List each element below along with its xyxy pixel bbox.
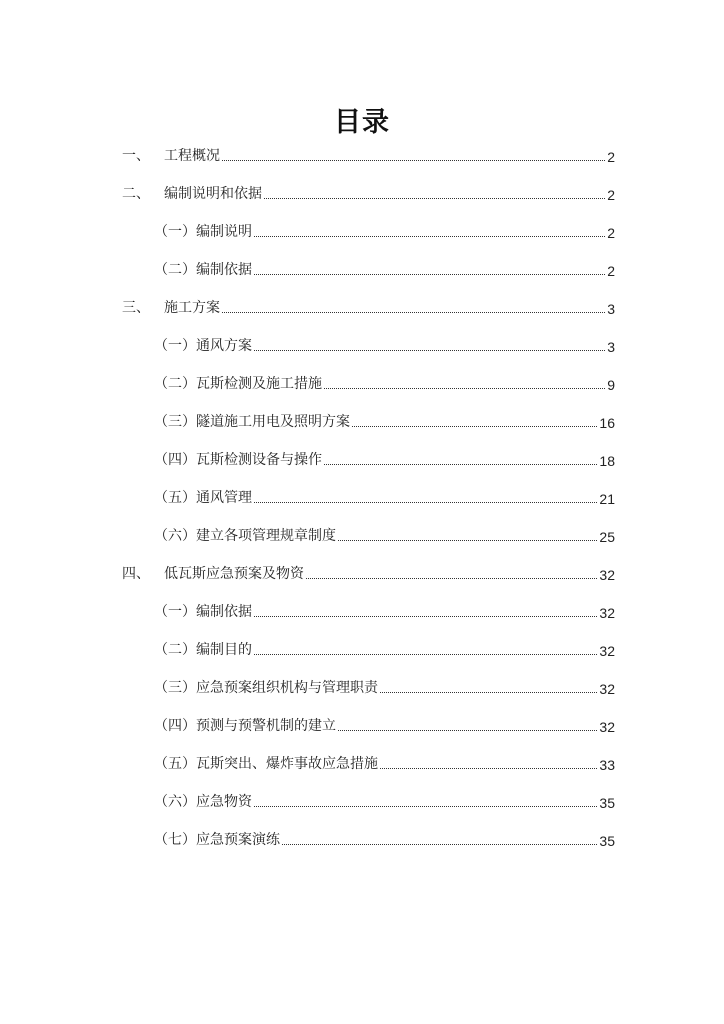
toc-entry[interactable] bbox=[0, 181, 724, 203]
toc-entry-number: （三） bbox=[154, 680, 196, 696]
toc-entry-label: 建立各项管理规章制度 bbox=[196, 528, 336, 544]
toc-entry-label: 预测与预警机制的建立 bbox=[196, 718, 336, 734]
dot-leader bbox=[380, 692, 597, 693]
toc-entry-label: 编制目的 bbox=[196, 642, 252, 658]
dot-leader bbox=[254, 654, 597, 655]
dot-leader bbox=[254, 806, 597, 807]
toc-entry-page: 2 bbox=[607, 263, 615, 279]
toc-entry-label: 应急物资 bbox=[196, 794, 252, 810]
toc-entry-number: （一） bbox=[154, 338, 196, 354]
toc-entry[interactable] bbox=[0, 143, 724, 165]
dot-leader bbox=[264, 198, 605, 199]
toc-entry-number: （五） bbox=[154, 756, 196, 772]
toc-entry-page: 32 bbox=[599, 719, 615, 735]
toc-entry[interactable] bbox=[0, 789, 724, 811]
toc-entry[interactable] bbox=[0, 485, 724, 507]
toc-entry-label: 编制说明 bbox=[196, 224, 252, 240]
toc-entry[interactable] bbox=[0, 447, 724, 469]
toc-entry[interactable] bbox=[0, 713, 724, 735]
toc-entry[interactable] bbox=[0, 523, 724, 545]
dot-leader bbox=[352, 426, 597, 427]
toc-entry-page: 3 bbox=[607, 339, 615, 355]
toc-entry-page: 35 bbox=[599, 795, 615, 811]
toc-entry-label: 应急预案组织机构与管理职责 bbox=[196, 680, 378, 696]
toc-entry-page: 2 bbox=[607, 225, 615, 241]
page-title: 目录 bbox=[334, 107, 390, 138]
toc-entry-label: 施工方案 bbox=[164, 300, 220, 316]
dot-leader bbox=[306, 578, 597, 579]
dot-leader bbox=[324, 388, 605, 389]
toc-entry-number: 二、 bbox=[122, 186, 150, 202]
toc-entry[interactable] bbox=[0, 827, 724, 849]
toc-entry-page: 35 bbox=[599, 833, 615, 849]
toc-entry-page: 3 bbox=[607, 301, 615, 317]
toc-entry-label: 瓦斯突出、爆炸事故应急措施 bbox=[196, 756, 378, 772]
toc-entry-page: 18 bbox=[599, 453, 615, 469]
toc-entry-number: （四） bbox=[154, 718, 196, 734]
toc-entry-label: 瓦斯检测设备与操作 bbox=[196, 452, 322, 468]
toc-entry-number: （一） bbox=[154, 604, 196, 620]
dot-leader bbox=[222, 312, 605, 313]
dot-leader bbox=[254, 616, 597, 617]
toc-entry-page: 32 bbox=[599, 681, 615, 697]
dot-leader bbox=[338, 540, 597, 541]
toc-entry-number: （二） bbox=[154, 642, 196, 658]
toc-entry-page: 32 bbox=[599, 567, 615, 583]
toc-entry-page: 2 bbox=[607, 149, 615, 165]
toc-entry-number: （一） bbox=[154, 224, 196, 240]
dot-leader bbox=[282, 844, 597, 845]
toc-entry-page: 32 bbox=[599, 605, 615, 621]
toc-entry-page: 32 bbox=[599, 643, 615, 659]
toc-entry-label: 应急预案演练 bbox=[196, 832, 280, 848]
toc-entry[interactable] bbox=[0, 675, 724, 697]
toc-entry[interactable] bbox=[0, 409, 724, 431]
dot-leader bbox=[324, 464, 597, 465]
toc-entry-label: 编制说明和依据 bbox=[164, 186, 262, 202]
dot-leader bbox=[254, 274, 605, 275]
toc-entry-number: 一、 bbox=[122, 148, 150, 164]
toc-entry-number: 四、 bbox=[122, 566, 150, 582]
toc-entry[interactable] bbox=[0, 371, 724, 393]
toc-entry[interactable] bbox=[0, 561, 724, 583]
toc-entry-number: （六） bbox=[154, 528, 196, 544]
dot-leader bbox=[338, 730, 597, 731]
toc-entry-page: 25 bbox=[599, 529, 615, 545]
toc-entry-label: 编制依据 bbox=[196, 604, 252, 620]
toc-entry-number: （二） bbox=[154, 262, 196, 278]
dot-leader bbox=[222, 160, 605, 161]
toc-entry-page: 9 bbox=[607, 377, 615, 393]
toc-entry-label: 工程概况 bbox=[164, 148, 220, 164]
toc-entry-number: （五） bbox=[154, 490, 196, 506]
toc-entry-label: 瓦斯检测及施工措施 bbox=[196, 376, 322, 392]
toc-entry-label: 通风管理 bbox=[196, 490, 252, 506]
toc-entry-label: 隧道施工用电及照明方案 bbox=[196, 414, 350, 430]
toc-entry[interactable] bbox=[0, 219, 724, 241]
dot-leader bbox=[380, 768, 597, 769]
toc-entry-page: 21 bbox=[599, 491, 615, 507]
toc-entry-number: （七） bbox=[154, 832, 196, 848]
toc-entry-page: 2 bbox=[607, 187, 615, 203]
dot-leader bbox=[254, 350, 605, 351]
toc-entry-label: 通风方案 bbox=[196, 338, 252, 354]
toc-entry[interactable] bbox=[0, 295, 724, 317]
toc-entry[interactable] bbox=[0, 599, 724, 621]
toc-entry-page: 33 bbox=[599, 757, 615, 773]
toc-entry-number: （三） bbox=[154, 414, 196, 430]
toc-entry[interactable] bbox=[0, 751, 724, 773]
toc-entry-number: （六） bbox=[154, 794, 196, 810]
dot-leader bbox=[254, 502, 597, 503]
toc-entry-label: 编制依据 bbox=[196, 262, 252, 278]
toc-entry-number: 三、 bbox=[122, 300, 150, 316]
toc-entry[interactable] bbox=[0, 333, 724, 355]
toc-entry[interactable] bbox=[0, 257, 724, 279]
dot-leader bbox=[254, 236, 605, 237]
toc-entry-page: 16 bbox=[599, 415, 615, 431]
toc-entry-number: （二） bbox=[154, 376, 196, 392]
toc-entry-label: 低瓦斯应急预案及物资 bbox=[164, 566, 304, 582]
toc-entry-number: （四） bbox=[154, 452, 196, 468]
toc-entry[interactable] bbox=[0, 637, 724, 659]
